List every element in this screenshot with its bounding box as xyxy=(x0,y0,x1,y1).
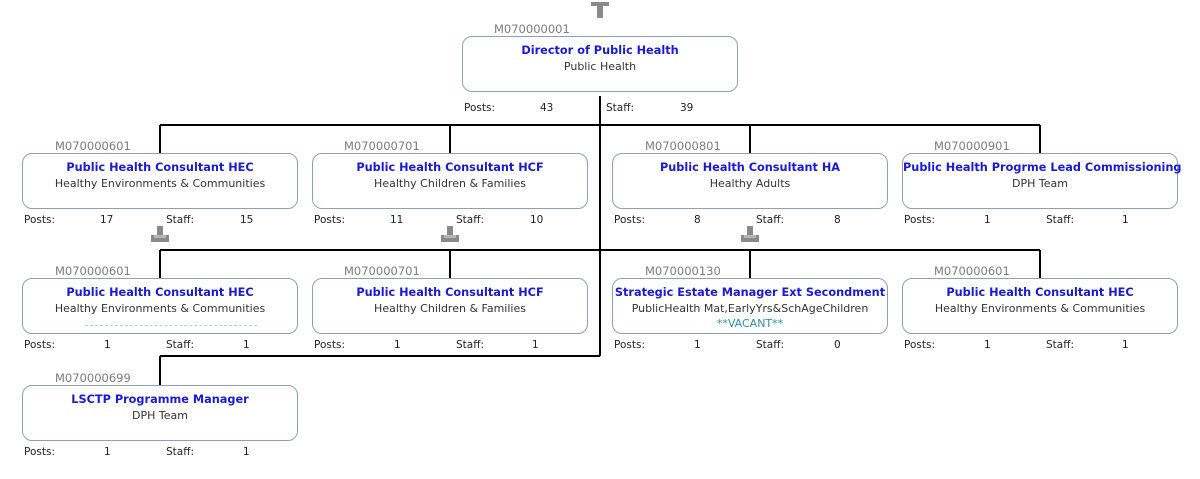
position-code: M070000699 xyxy=(55,371,131,385)
vacant-status: **VACANT** xyxy=(716,317,784,330)
position-code: M070000601 xyxy=(55,139,131,153)
posts-value: 11 xyxy=(390,214,404,226)
node-department: Healthy Environments & Communities xyxy=(54,302,266,315)
node-title: Public Health Consultant HCF xyxy=(356,286,544,299)
org-node-hec-sub[interactable] xyxy=(22,278,298,334)
staff-label: Staff: xyxy=(166,446,194,458)
posts-label: Posts: xyxy=(314,339,345,351)
posts-label: Posts: xyxy=(314,214,345,226)
posts-label: Posts: xyxy=(614,339,645,351)
node-title: LSCTP Programme Manager xyxy=(71,393,249,406)
node-title: Public Health Consultant HEC xyxy=(946,286,1134,299)
position-code: M070000701 xyxy=(344,139,420,153)
staff-label: Staff: xyxy=(756,339,784,351)
position-code: M070000601 xyxy=(55,264,131,278)
node-title: Strategic Estate Manager Ext Secondment xyxy=(614,286,886,299)
node-department: DPH Team xyxy=(132,409,188,422)
staff-value: 1 xyxy=(1122,214,1129,226)
node-title: Public Health Consultant HCF xyxy=(356,161,544,174)
node-department: Healthy Children & Families xyxy=(374,302,526,315)
posts-label: Posts: xyxy=(24,446,55,458)
expand-up-icon[interactable] xyxy=(591,2,609,18)
posts-label: Posts: xyxy=(24,214,55,226)
staff-value: 15 xyxy=(240,214,254,226)
posts-label: Posts: xyxy=(904,339,935,351)
node-title: Public Health Consultant HEC xyxy=(66,161,254,174)
staff-label: Staff: xyxy=(456,339,484,351)
staff-label: Staff: xyxy=(456,214,484,226)
staff-label: Staff: xyxy=(1046,339,1074,351)
posts-value: 1 xyxy=(104,446,111,458)
node-department: Healthy Environments & Communities xyxy=(54,177,266,190)
staff-value: 1 xyxy=(1122,339,1129,351)
posts-label: Posts: xyxy=(24,339,55,351)
node-department: Public Health xyxy=(563,60,637,73)
org-node-estate-manager[interactable] xyxy=(612,278,888,334)
node-department: Healthy Children & Families xyxy=(374,177,526,190)
posts-value: 1 xyxy=(104,339,111,351)
staff-value: 1 xyxy=(243,446,250,458)
node-title: Public Health Progrme Lead Commissioning xyxy=(903,161,1182,174)
expand-down-icon[interactable] xyxy=(151,226,169,242)
posts-label: Posts: xyxy=(904,214,935,226)
posts-value: 43 xyxy=(540,102,554,114)
posts-value: 1 xyxy=(984,214,991,226)
node-department: Healthy Adults xyxy=(709,177,791,190)
node-title: Public Health Consultant HEC xyxy=(66,286,254,299)
node-department: DPH Team xyxy=(1012,177,1068,190)
staff-value: 1 xyxy=(532,339,539,351)
staff-label: Staff: xyxy=(166,214,194,226)
staff-label: Staff: xyxy=(1046,214,1074,226)
staff-label: Staff: xyxy=(166,339,194,351)
staff-value: 10 xyxy=(530,214,544,226)
expand-down-icon[interactable] xyxy=(441,226,459,242)
node-department: Healthy Environments & Communities xyxy=(934,302,1146,315)
staff-value: 0 xyxy=(834,339,841,351)
org-node-hec[interactable] xyxy=(22,153,298,209)
staff-value: 1 xyxy=(243,339,250,351)
position-code: M070000801 xyxy=(645,139,721,153)
position-code: M070000701 xyxy=(344,264,420,278)
staff-label: Staff: xyxy=(606,102,634,114)
org-node-ha[interactable] xyxy=(612,153,888,209)
org-node-lsctp[interactable] xyxy=(22,385,298,441)
posts-value: 1 xyxy=(694,339,701,351)
org-node-hcf[interactable] xyxy=(312,153,588,209)
staff-value: 8 xyxy=(834,214,841,226)
posts-label: Posts: xyxy=(464,102,495,114)
card-divider xyxy=(85,323,257,326)
position-code: M070000001 xyxy=(494,22,570,36)
posts-value: 1 xyxy=(984,339,991,351)
posts-label: Posts: xyxy=(614,214,645,226)
node-department: PublicHealth Mat,EarlyYrs&SchAgeChildren xyxy=(631,302,869,315)
org-node-hec-second[interactable] xyxy=(902,278,1178,334)
position-code: M070000901 xyxy=(934,139,1010,153)
posts-value: 8 xyxy=(694,214,701,226)
org-node-commissioning[interactable] xyxy=(902,153,1182,209)
posts-value: 17 xyxy=(100,214,114,226)
staff-label: Staff: xyxy=(756,214,784,226)
posts-value: 1 xyxy=(394,339,401,351)
expand-down-icon[interactable] xyxy=(741,226,759,242)
staff-value: 39 xyxy=(680,102,694,114)
node-title: Director of Public Health xyxy=(521,44,679,57)
node-title: Public Health Consultant HA xyxy=(659,161,841,174)
org-node-director[interactable] xyxy=(462,36,738,92)
org-node-hcf-sub[interactable] xyxy=(312,278,588,334)
position-code: M070000130 xyxy=(645,264,721,278)
position-code: M070000601 xyxy=(934,264,1010,278)
